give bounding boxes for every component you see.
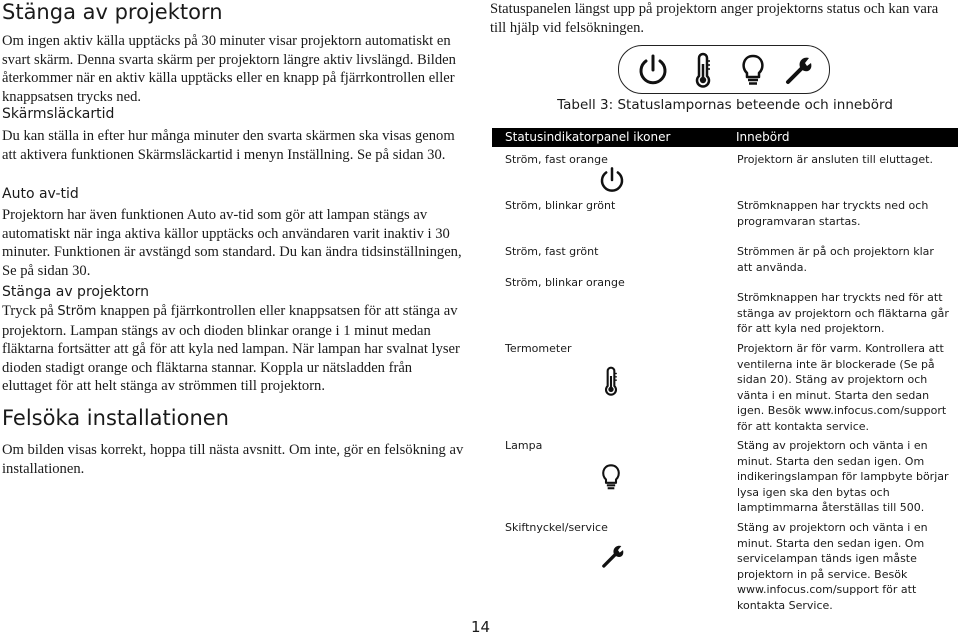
meaning-cell: Stäng av projektorn och vänta i en minut. Starta den sedan igen. Om servicelampan tänds igen måste projektorn in på service. Besök www.infocus.com/support för att kontakta Service. bbox=[737, 521, 928, 612]
header-meaning: Innebörd bbox=[736, 130, 790, 144]
indicator-cell: Skiftnyckel/service bbox=[505, 521, 608, 534]
wrench-icon bbox=[781, 52, 817, 88]
autooff-paragraph: Projektorn har även funktionen Auto av-tid som gör att lampan stängs av automatiskt när inga aktiva källor upptäcks och användaren varit inaktiv i 30 minuter. Funktionen är avstängd som standard. Du kan ändra tidsinställningen, Se på sidan 30. bbox=[2, 207, 462, 279]
page-number: 14 bbox=[471, 618, 491, 636]
indicator-cell: Ström, fast grönt bbox=[505, 245, 599, 258]
table-header bbox=[492, 128, 958, 147]
status-panel-intro: Statuspanelen längst upp på projektorn anger projektorns status och kan vara till hjälp vid felsökningen. bbox=[490, 1, 939, 36]
power-icon bbox=[597, 165, 627, 195]
troubleshoot-heading: Felsöka installationen bbox=[2, 406, 229, 430]
troubleshoot-paragraph: Om bilden visas korrekt, hoppa till nästa avsnitt. Om inte, gör en felsökning av installationen. bbox=[2, 442, 464, 477]
status-panel-illustration bbox=[618, 45, 830, 94]
power-key-label: Ström bbox=[57, 304, 97, 319]
lamp-icon bbox=[596, 460, 626, 494]
meaning-cell: Stäng av projektorn och vänta i en minut. Starta den sedan igen. Om indikeringslampan för lampbyte börjar lysa igen ska den bytas och lamptimmarna återställas till 500. bbox=[737, 439, 949, 515]
autooff-heading: Auto av-tid bbox=[2, 186, 79, 202]
lamp-icon bbox=[735, 52, 771, 88]
wrench-icon bbox=[597, 541, 629, 571]
meaning-cell: Projektorn är ansluten till eluttaget. bbox=[737, 153, 933, 166]
indicator-cell: Ström, blinkar orange bbox=[505, 276, 625, 289]
screensaver-heading: Skärmsläckartid bbox=[2, 106, 115, 122]
page-title: Stänga av projektorn bbox=[2, 0, 223, 24]
table-caption: Tabell 3: Statuslampornas beteende och innebörd bbox=[557, 97, 893, 113]
power-icon bbox=[635, 52, 671, 88]
shutdown-prefix: Tryck på bbox=[2, 303, 58, 319]
intro-paragraph: Om ingen aktiv källa upptäcks på 30 minuter visar projektorn automatiskt en svart skärm. Denna svarta skärm per projektorn längre aktiv livslängd. Bilden återkommer när en aktiv källa upptäcks eller en knapp på fjärrkontrollen eller knappsatsen trycks ned. bbox=[2, 33, 456, 105]
indicator-cell: Lampa bbox=[505, 439, 543, 452]
thermometer-icon bbox=[596, 364, 626, 398]
shutdown-paragraph bbox=[2, 302, 464, 396]
indicator-cell: Ström, blinkar grönt bbox=[505, 199, 616, 212]
meaning-cell: Strömknappen har tryckts ned för att stänga av projektorn och fläktarna går för att kyla ned projektorn. bbox=[737, 291, 949, 336]
indicator-cell: Ström, fast orange bbox=[505, 153, 608, 166]
thermometer-icon bbox=[685, 52, 721, 88]
meaning-cell: Strömmen är på och projektorn klar att använda. bbox=[737, 245, 934, 274]
shutdown-heading: Stänga av projektorn bbox=[2, 284, 150, 300]
screensaver-paragraph: Du kan ställa in efter hur många minuter den svarta skärmen ska visas genom att aktivera funktionen Skärmsläckartid i menyn Inställning. Se på sidan 30. bbox=[2, 128, 455, 163]
shutdown-suffix: knappen på fjärrkontrollen eller knappsatsen för att stänga av projektorn. Lampan stängs av och dioden blinkar orange i 1 minut medan fläktarna fortsätter att gå för att kyla ned lampan. När lampan har svalnat lyser dioden stadigt orange och fläktarna stannar. Koppla ur nätsladden från eluttaget för att helt stänga av strömmen till projektorn. bbox=[2, 303, 460, 394]
meaning-cell: Strömknappen har tryckts ned och programvaran startas. bbox=[737, 199, 929, 228]
indicator-cell: Termometer bbox=[505, 342, 572, 355]
header-indicator: Statusindikatorpanel ikoner bbox=[505, 130, 671, 144]
meaning-cell: Projektorn är för varm. Kontrollera att ventilerna inte är blockerade (Se på sidan 20). Stäng av projektorn och vänta i en minut. Starta den sedan igen. Besök www.infocus.com/support för att kontakta service. bbox=[737, 342, 947, 433]
